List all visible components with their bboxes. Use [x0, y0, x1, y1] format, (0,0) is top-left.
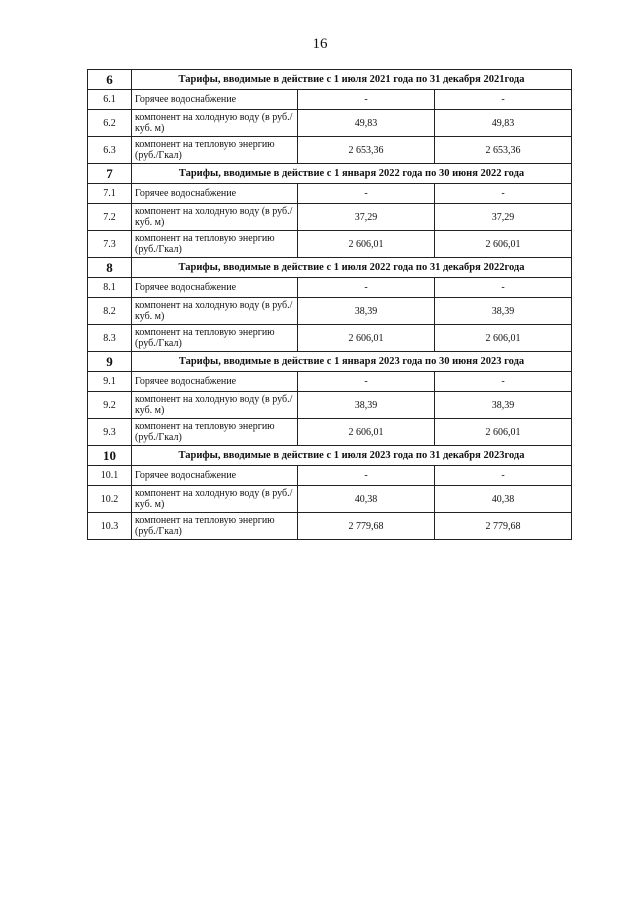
table-row [88, 486, 572, 513]
row-description: Горячее водоснабжение [132, 278, 298, 298]
row-number: 10.1 [88, 466, 132, 486]
section-title: Тарифы, вводимые в действие с 1 января 2022 года по 30 июня 2022 года [132, 164, 572, 184]
value-period-1: - [298, 466, 435, 486]
table-row [88, 90, 572, 110]
value-period-2: 2 606,01 [435, 419, 572, 446]
row-number: 6.1 [88, 90, 132, 110]
value-period-2: 2 606,01 [435, 325, 572, 352]
table-row [88, 325, 572, 352]
row-description: Горячее водоснабжение [132, 90, 298, 110]
table-row [88, 110, 572, 137]
section-number: 6 [88, 70, 132, 90]
value-period-1: 40,38 [298, 486, 435, 513]
value-period-2: 40,38 [435, 486, 572, 513]
section-number: 9 [88, 352, 132, 372]
value-period-1: 2 779,68 [298, 513, 435, 540]
value-period-2: 37,29 [435, 204, 572, 231]
value-period-1: 2 606,01 [298, 325, 435, 352]
tariff-table-body [88, 70, 572, 540]
section-title: Тарифы, вводимые в действие с 1 июля 2021 года по 31 декабря 2021года [132, 70, 572, 90]
row-description: компонент на тепловую энергию (руб./Гкал) [132, 325, 298, 352]
row-description: Горячее водоснабжение [132, 184, 298, 204]
value-period-1: 49,83 [298, 110, 435, 137]
row-number: 7.1 [88, 184, 132, 204]
table-row [88, 204, 572, 231]
section-title: Тарифы, вводимые в действие с 1 июля 2023 года по 31 декабря 2023года [132, 446, 572, 466]
row-number: 6.2 [88, 110, 132, 137]
row-description: компонент на холодную воду (в руб./куб. м) [132, 392, 298, 419]
section-header-row [88, 446, 572, 466]
row-number: 8.2 [88, 298, 132, 325]
value-period-1: - [298, 184, 435, 204]
row-description: компонент на тепловую энергию (руб./Гкал) [132, 231, 298, 258]
value-period-1: 2 606,01 [298, 419, 435, 446]
table-row [88, 298, 572, 325]
value-period-2: - [435, 278, 572, 298]
row-number: 9.2 [88, 392, 132, 419]
row-description: Горячее водоснабжение [132, 466, 298, 486]
table-row [88, 184, 572, 204]
row-number: 8.3 [88, 325, 132, 352]
table-row [88, 392, 572, 419]
section-header-row [88, 258, 572, 278]
value-period-2: 2 606,01 [435, 231, 572, 258]
value-period-2: - [435, 90, 572, 110]
section-number: 10 [88, 446, 132, 466]
table-row [88, 231, 572, 258]
row-description: компонент на тепловую энергию (руб./Гкал) [132, 419, 298, 446]
table-row [88, 278, 572, 298]
value-period-2: 2 653,36 [435, 137, 572, 164]
section-header-row [88, 164, 572, 184]
section-title: Тарифы, вводимые в действие с 1 июля 2022 года по 31 декабря 2022года [132, 258, 572, 278]
value-period-2: 49,83 [435, 110, 572, 137]
value-period-1: - [298, 90, 435, 110]
row-number: 6.3 [88, 137, 132, 164]
section-title: Тарифы, вводимые в действие с 1 января 2023 года по 30 июня 2023 года [132, 352, 572, 372]
value-period-1: 2 606,01 [298, 231, 435, 258]
value-period-2: - [435, 372, 572, 392]
page-number: 16 [312, 36, 328, 52]
row-description: компонент на холодную воду (в руб./куб. м) [132, 110, 298, 137]
value-period-1: - [298, 278, 435, 298]
table-row [88, 137, 572, 164]
value-period-1: 2 653,36 [298, 137, 435, 164]
row-number: 9.3 [88, 419, 132, 446]
section-number: 7 [88, 164, 132, 184]
value-period-1: 37,29 [298, 204, 435, 231]
table-row [88, 466, 572, 486]
value-period-1: 38,39 [298, 392, 435, 419]
table-row [88, 372, 572, 392]
row-number: 8.1 [88, 278, 132, 298]
table-row [88, 419, 572, 446]
row-description: компонент на холодную воду (в руб./куб. м) [132, 204, 298, 231]
row-description: компонент на тепловую энергию (руб./Гкал) [132, 513, 298, 540]
value-period-2: 2 779,68 [435, 513, 572, 540]
section-header-row [88, 352, 572, 372]
value-period-2: - [435, 466, 572, 486]
row-description: Горячее водоснабжение [132, 372, 298, 392]
value-period-2: 38,39 [435, 392, 572, 419]
row-number: 10.3 [88, 513, 132, 540]
row-number: 9.1 [88, 372, 132, 392]
row-description: компонент на холодную воду (в руб./куб. м) [132, 298, 298, 325]
section-header-row [88, 70, 572, 90]
table-row [88, 513, 572, 540]
tariff-table [87, 69, 572, 540]
row-number: 10.2 [88, 486, 132, 513]
row-description: компонент на тепловую энергию (руб./Гкал) [132, 137, 298, 164]
row-description: компонент на холодную воду (в руб./куб. м) [132, 486, 298, 513]
value-period-1: 38,39 [298, 298, 435, 325]
section-number: 8 [88, 258, 132, 278]
value-period-1: - [298, 372, 435, 392]
row-number: 7.3 [88, 231, 132, 258]
row-number: 7.2 [88, 204, 132, 231]
value-period-2: - [435, 184, 572, 204]
value-period-2: 38,39 [435, 298, 572, 325]
